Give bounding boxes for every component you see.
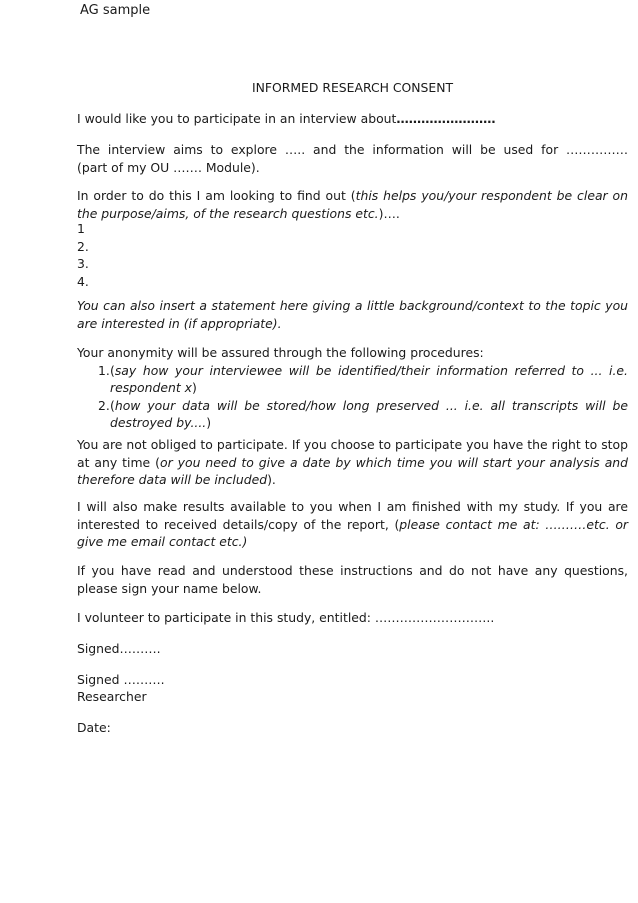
instructions-text: If you have read and understood these instructions and do not have any questions, please sign your name below. [77,563,628,596]
background-paragraph [77,297,628,332]
anonymity-item-close: ) [206,415,212,430]
aims-line-2: (part of my OU ……. Module). [77,159,260,175]
researcher-label: Researcher [77,689,147,704]
anonymity-item-close: ) [191,380,197,395]
anonymity-item [77,397,628,432]
withdrawal-paragraph [77,436,628,489]
instructions-paragraph [77,562,628,597]
intro-text: I would like you to participate in an interview about [77,111,397,126]
purpose-paragraph [77,187,628,222]
background-italic: You can also insert a statement here giving a little background/context to the topic you are interested in (if appropriate). [77,298,628,331]
results-lead: I will also make results available to you when I am finished with my study. If you are interested to received details/copy of the report, ( [77,499,628,532]
signed-participant: Signed………. [77,641,161,656]
document-title: INFORMED RESEARCH CONSENT [251,80,454,95]
question-number: 1 [77,221,85,236]
intro-paragraph [77,110,628,128]
anonymity-item-open: ( [110,397,115,413]
volunteer-text: I volunteer to participate in this study, entitled: ……………………….. [77,610,495,625]
results-italic: please contact me at: ….……etc. or give me email contact etc.) [77,516,628,549]
withdrawal-italic: or you need to give a date by which time you will start your analysis and therefore data will be included [77,454,629,487]
anonymity-section [77,344,628,432]
volunteer-paragraph [77,609,628,627]
anonymity-item-number: 1. [98,362,110,378]
anonymity-item-italic: say how your interviewee will be identified/their information referred to ... i.e. respondent x [110,362,628,395]
question-number: 4. [77,273,89,289]
aims-paragraph [77,141,628,176]
anonymity-item-number: 2. [98,397,110,413]
results-paragraph [77,498,628,551]
purpose-tail: )…. [378,205,400,221]
intro-dots: …………………… [396,111,496,126]
anonymity-item [77,362,628,397]
question-number: 3. [77,256,89,271]
purpose-italic: this helps you/your respondent be clear on the purpose/aims, of the research questions etc. [77,188,628,221]
header-label: AG sample [80,3,151,18]
signed-researcher: Signed ………. [77,672,165,687]
question-number: 2. [77,238,89,254]
question-number-list [77,220,628,290]
anonymity-item-open: ( [110,362,115,378]
date-label: Date: [77,720,111,735]
withdrawal-tail: ). [267,472,276,487]
anonymity-item-italic: how your data will be stored/how long preserved ... i.e. all transcripts will be destroyed by.... [110,397,628,430]
anonymity-lead: Your anonymity will be assured through the following procedures: [77,345,484,360]
purpose-lead: In order to do this I am looking to find out ( [77,188,356,203]
aims-line-1: The interview aims to explore ….. and the information will be used for …………… [77,142,628,157]
withdrawal-lead: You are not obliged to participate. If you choose to participate you have the right to stop at any time ( [77,437,628,470]
